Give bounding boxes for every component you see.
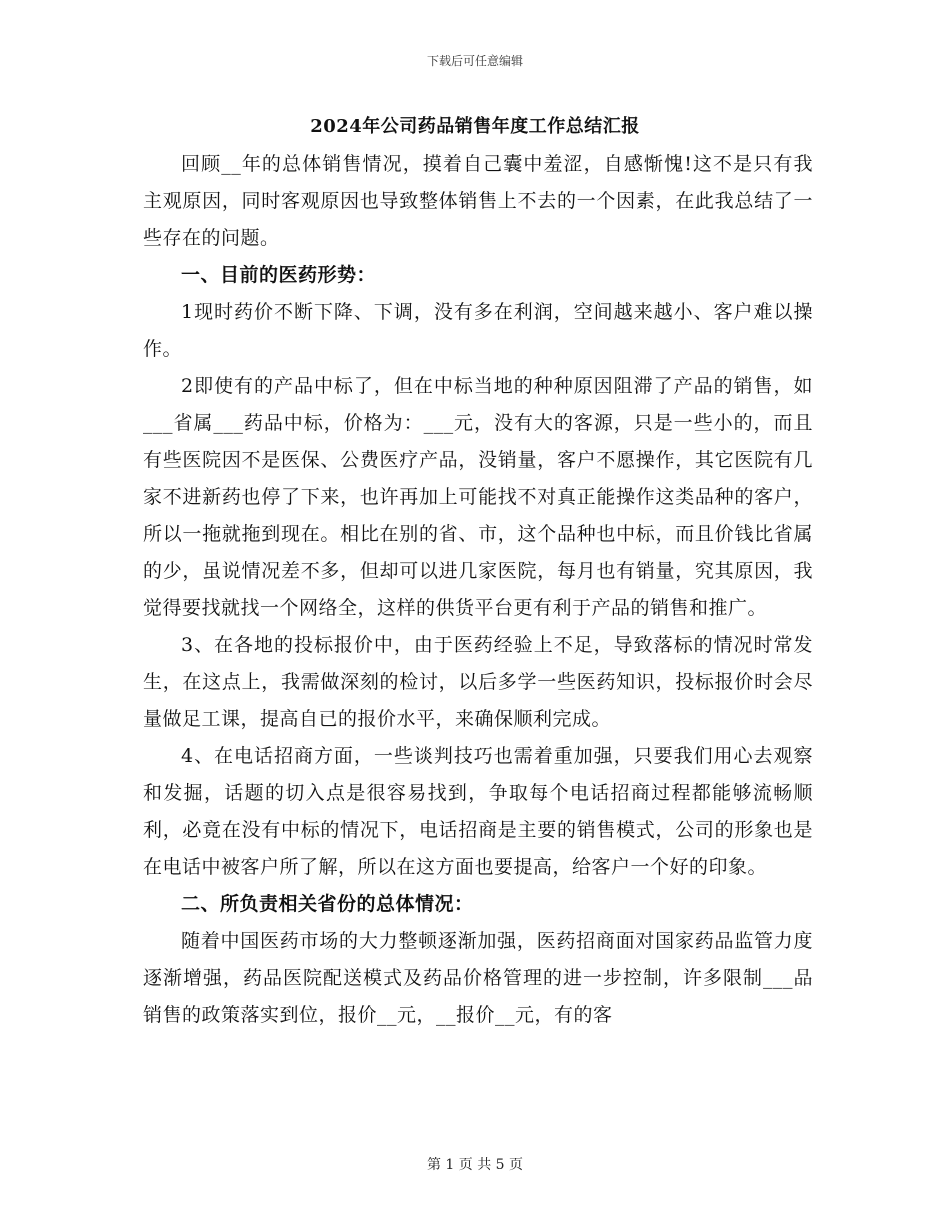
paragraph-item-2: 2即使有的产品中标了，但在中标当地的种种原因阻滞了产品的销售，如___省属___药品中标，价格为：___元，没有大的客源，只是一些小的，而且有些医院因不是医保、公费医疗产品，没销量，客户不愿操作，其它医院有几家不进新药也停了下来，也许再加上可能找不对真正能操作这类品种的客户，所以一拖就拖到现在。相比在别的省、市，这个品种也中标，而且价钱比省属的少，虽说情况差不多，但却可以进几家医院，每月也有销量，究其原因，我觉得要找就找一个网络全，这样的供货平台更有利于产品的销售和推广。 xyxy=(143,375,813,619)
paragraph-item-1: 1现时药价不断下降、下调，没有多在利润，空间越来越小、客户难以操作。 xyxy=(143,301,813,360)
paragraph-item-4: 4、在电话招商方面，一些谈判技巧也需着重加强，只要我们用心去观察和发掘，话题的切入点是很容易找到，争取每个电话招商过程都能够流畅顺利，必竟在没有中标的情况下，电话招商是主要的销售模式，公司的形象也是在电话中被客户所了解，所以在这方面也要提高，给客户一个好的印象。 xyxy=(143,745,813,878)
paragraph-item-3: 3、在各地的投标报价中，由于医药经验上不足，导致落标的情况时常发生，在这点上，我需做深刻的检讨，以后多学一些医药知识，投标报价时会尽量做足工课，提高自已的报价水平，来确保顺利完成。 xyxy=(143,634,813,730)
paragraph-section-2: 随着中国医药市场的大力整顿逐渐加强，医药招商面对国家药品监管力度逐渐增强，药品医院配送模式及药品价格管理的进一步控制，许多限制___品销售的政策落实到位，报价__元，__报价__元，有的客 xyxy=(143,930,813,1026)
section-heading-1: 一、目前的医药形势： xyxy=(181,264,377,286)
page-number: 第 1 页 共 5 页 xyxy=(426,1157,524,1173)
document-title: 2024年公司药品销售年度工作总结汇报 xyxy=(310,116,640,137)
document-body xyxy=(143,146,813,1034)
section-heading-2: 二、所负责相关省份的总体情况： xyxy=(181,893,474,915)
page-header-note: 下载后可任意编辑 xyxy=(426,54,523,68)
paragraph-intro: 回顾__年的总体销售情况，摸着自己囊中羞涩，自感惭愧!这不是只有我主观原因，同时客观原因也导致整体销售上不去的一个因素，在此我总结了一些存在的问题。 xyxy=(143,153,813,249)
